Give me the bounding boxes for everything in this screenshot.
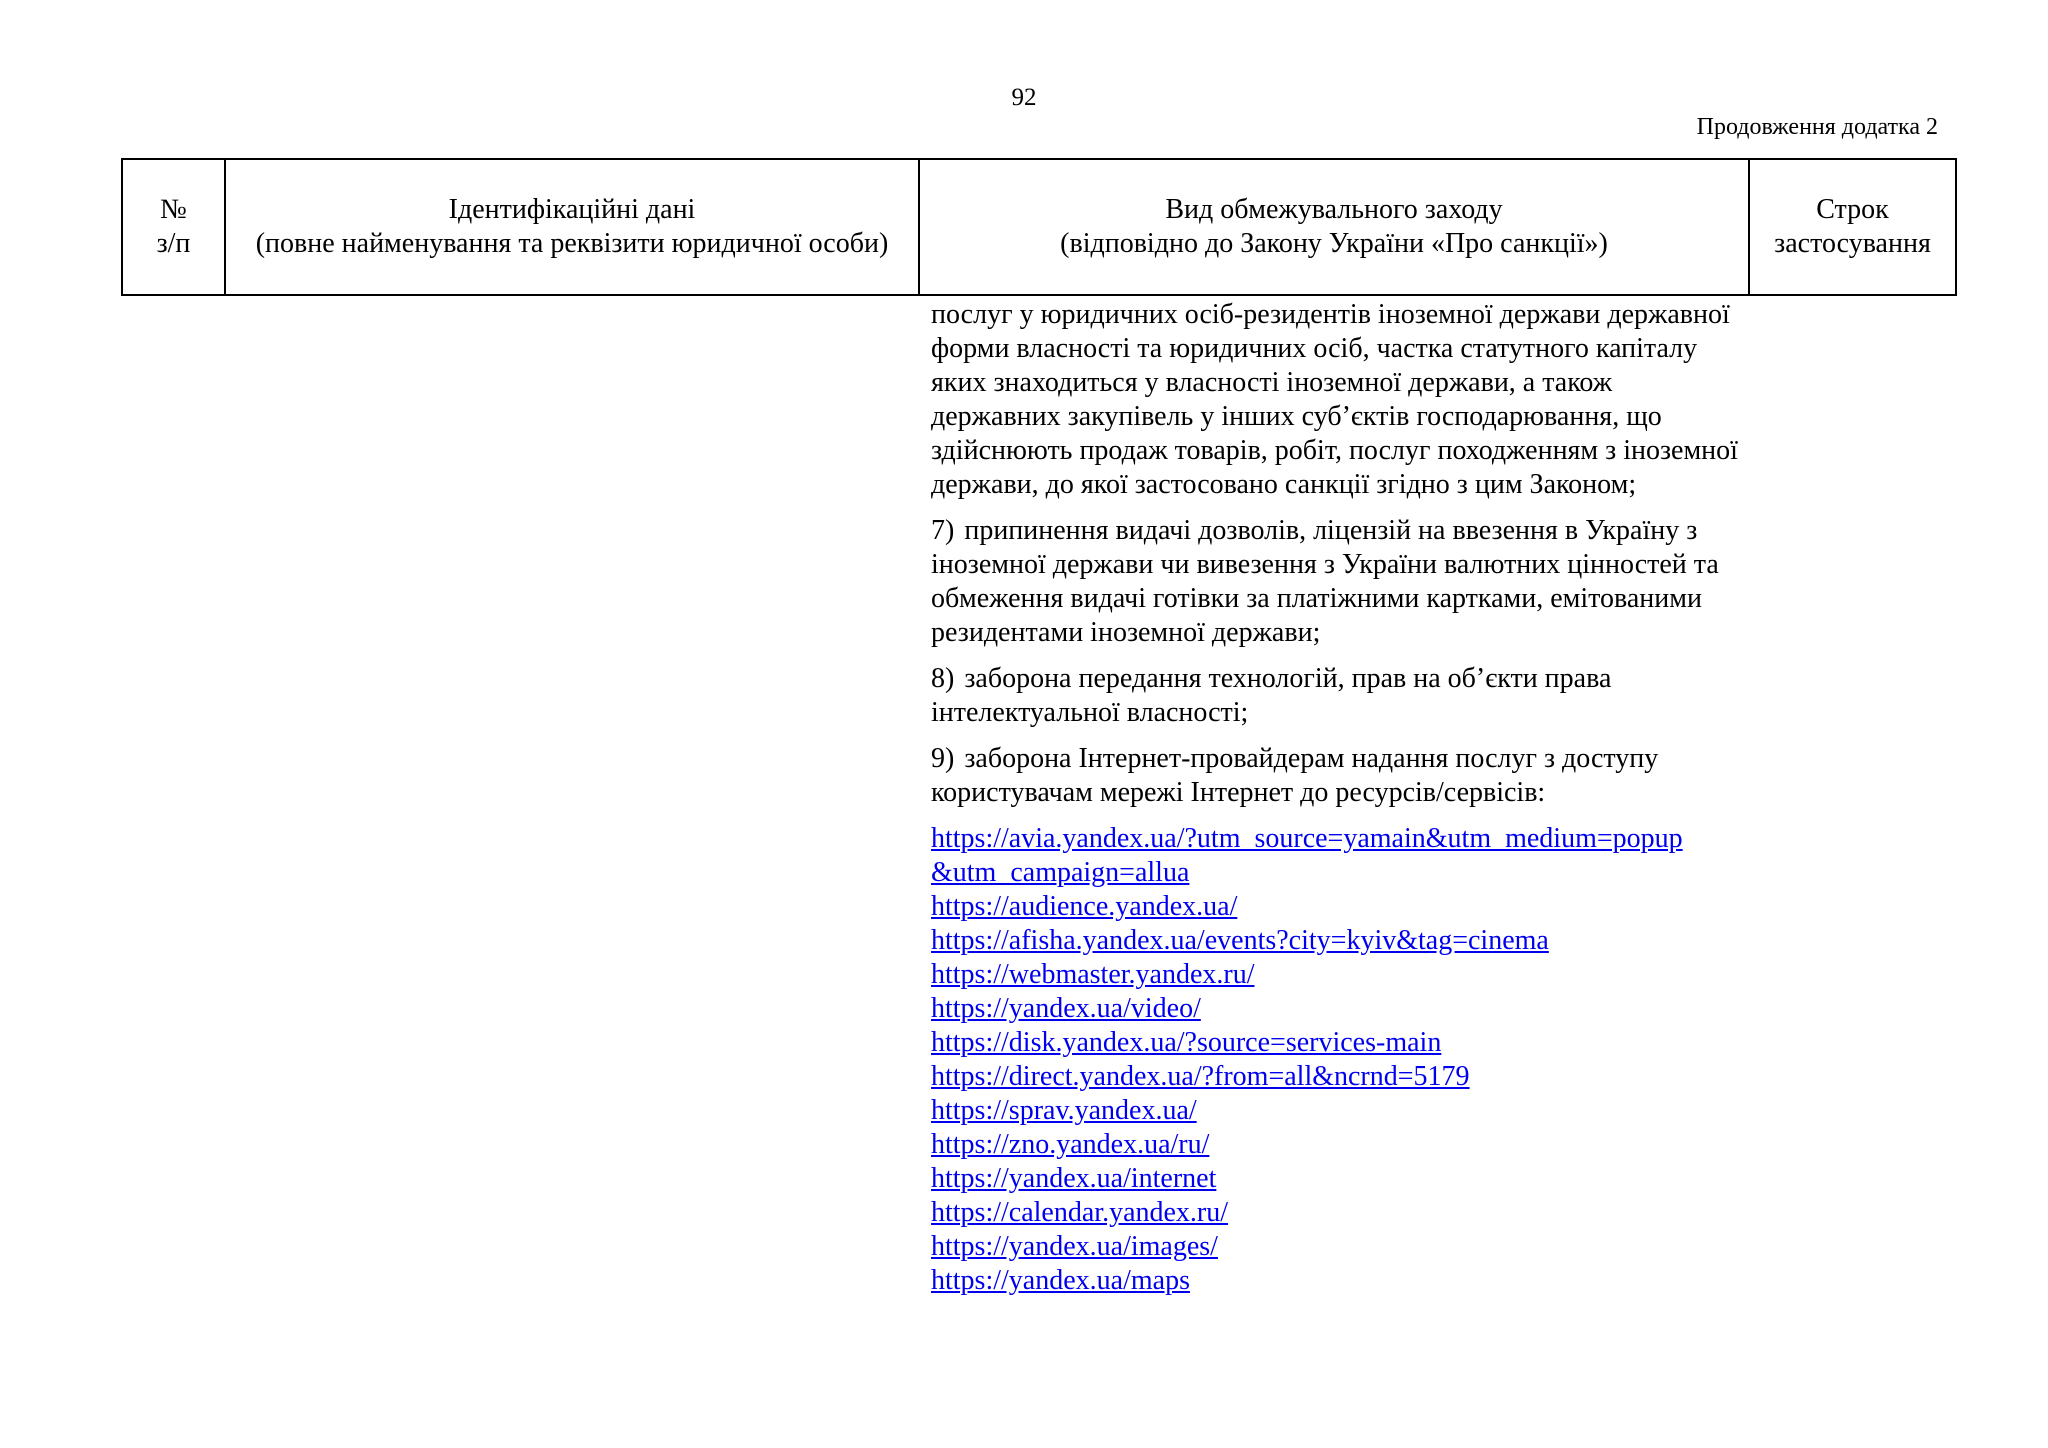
header-cell-term: [1749, 159, 1956, 295]
page-number: 92: [1011, 84, 1037, 111]
header-term-line2: застосування: [1774, 228, 1931, 259]
link-yandex-video[interactable]: https://yandex.ua/video/: [931, 993, 1201, 1024]
blocked-resources-links: [931, 822, 1741, 1298]
header-number-line1: №: [160, 194, 187, 225]
link-yandex-internet[interactable]: https://yandex.ua/internet: [931, 1163, 1217, 1194]
header-identification-line2: (повне найменування та реквізити юридичної особи): [255, 228, 889, 259]
list-item-text: заборона Інтернет-провайдерам надання послуг з доступу користувачам мережі Інтернет до ресурсів/сервісів:: [931, 743, 1659, 808]
header-measure-line2: (відповідно до Закону України «Про санкції»): [1060, 228, 1608, 259]
link-afisha-yandex[interactable]: https://afisha.yandex.ua/events?city=kyiv&tag=cinema: [931, 925, 1549, 956]
header-measure-line1: Вид обмежувального заходу: [1165, 194, 1503, 225]
list-item-8: [931, 662, 1741, 730]
header-term-line1: Строк: [1816, 194, 1889, 225]
link-yandex-maps[interactable]: https://yandex.ua/maps: [931, 1265, 1190, 1296]
list-item-number: 8): [931, 663, 955, 694]
header-identification-line1: Ідентифікаційні дані: [448, 194, 696, 225]
list-item-9: [931, 742, 1741, 810]
link-avia-yandex-continued[interactable]: &utm_campaign=allua: [931, 857, 1190, 888]
measure-content: [931, 298, 1741, 1298]
continuation-label: Продовження додатка 2: [1696, 114, 1938, 140]
list-item-text: припинення видачі дозволів, ліцензій на ввезення в Україну з іноземної держави чи вивезення з України валютних цінностей та обмеження видачі готівки за платіжними картками, емітованими резидентами іноземної держави;: [931, 515, 1719, 648]
link-calendar-yandex[interactable]: https://calendar.yandex.ru/: [931, 1197, 1229, 1228]
list-item-number: 9): [931, 743, 955, 774]
link-yandex-images[interactable]: https://yandex.ua/images/: [931, 1231, 1218, 1262]
link-disk-yandex[interactable]: https://disk.yandex.ua/?source=services-main: [931, 1027, 1442, 1058]
list-item-7: [931, 514, 1741, 650]
link-webmaster-yandex[interactable]: https://webmaster.yandex.ru/: [931, 959, 1255, 990]
list-item-number: 7): [931, 515, 955, 546]
header-cell-identification: [225, 159, 919, 295]
link-audience-yandex[interactable]: https://audience.yandex.ua/: [931, 891, 1238, 922]
header-cell-measure: [919, 159, 1749, 295]
link-zno-yandex[interactable]: https://zno.yandex.ua/ru/: [931, 1129, 1210, 1160]
table-header-row: [122, 159, 1956, 295]
link-direct-yandex[interactable]: https://direct.yandex.ua/?from=all&ncrnd=5179: [931, 1061, 1470, 1092]
continued-paragraph: послуг у юридичних осіб-резидентів іноземної держави державної форми власності та юридичних осіб, частка статутного капіталу яких знаходиться у власності іноземної держави, а також державних закупівель у інших суб’єктів господарювання, що здійснюють продаж товарів, робіт, послуг походженням з іноземної держави, до якої застосовано санкції згідно з цим Законом;: [931, 299, 1738, 500]
link-avia-yandex[interactable]: https://avia.yandex.ua/?utm_source=yamain&utm_medium=popup: [931, 823, 1683, 854]
header-cell-number: [122, 159, 225, 295]
link-sprav-yandex[interactable]: https://sprav.yandex.ua/: [931, 1095, 1197, 1126]
header-number-line2: з/п: [156, 228, 191, 259]
list-item-text: заборона передання технологій, прав на об’єкти права інтелектуальної власності;: [931, 663, 1612, 728]
table-header: [121, 158, 1957, 296]
